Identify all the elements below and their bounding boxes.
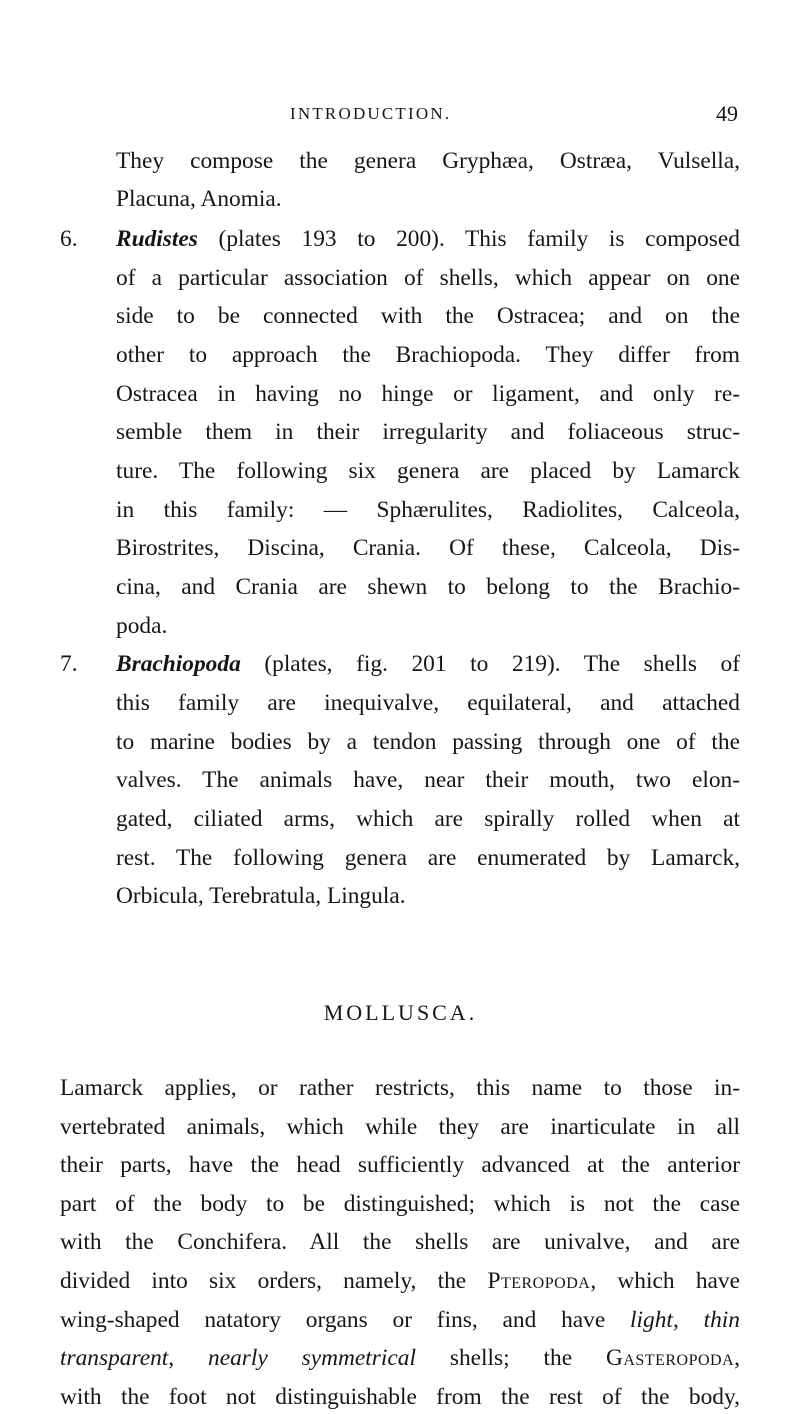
text-line: in this family: — Sphærulites, Radiolites, Calceola,	[116, 497, 740, 523]
emphasis: light	[630, 1307, 673, 1333]
text-line: Placuna, Anomia.	[116, 186, 282, 212]
emphasis: nearly symmetrical	[208, 1345, 416, 1371]
text-line: part of the body to be distinguished; which is not the case	[60, 1191, 740, 1217]
text-line: gated, ciliated arms, which are spirally rolled when at	[116, 806, 740, 832]
text-line: valves. The animals have, near their mouth, two elon-	[116, 767, 740, 793]
text-span: (plates, fig. 201 to 219). The shells of	[264, 651, 740, 677]
running-title: INTRODUCTION.	[290, 104, 452, 123]
text-line: poda.	[116, 613, 168, 639]
text-line: ture. The following six genera are placed by Lamarck	[116, 458, 740, 484]
family-name: Rudistes	[116, 226, 198, 252]
text-line: Ostracea in having no hinge or ligament, and only re-	[116, 381, 740, 407]
family-name: Brachiopoda	[116, 651, 241, 677]
text-line: Orbicula, Terebratula, Lingula.	[116, 883, 406, 909]
text-span: wing-shaped natatory organs or fins, and have	[60, 1307, 606, 1333]
text-line: side to be connected with the Ostracea; and on the	[116, 303, 740, 329]
emphasis: transparent	[60, 1345, 169, 1371]
text-line: of a particular association of shells, which appear on one	[116, 265, 740, 291]
text-span: (plates 193 to 200). This family is composed	[218, 226, 740, 252]
item-number: 6.	[60, 226, 78, 252]
section-heading: MOLLUSCA.	[323, 1000, 478, 1025]
text-line	[116, 653, 740, 676]
text-line: with the Conchifera. All the shells are univalve, and are	[60, 1229, 740, 1255]
item-number: 7.	[60, 651, 78, 677]
text-line: cina, and Crania are shewn to belong to the Brachio-	[116, 574, 740, 600]
text-line: to marine bodies by a tendon passing through one of the	[116, 729, 740, 755]
text-line: other to approach the Brachiopoda. They differ from	[116, 342, 740, 368]
text-line: semble them in their irregularity and foliaceous struc-	[116, 419, 740, 445]
text-line: Birostrites, Discina, Crania. Of these, Calceola, Dis-	[116, 535, 740, 561]
order-name: Pteropoda	[487, 1268, 591, 1294]
text-line	[116, 228, 740, 251]
text-span: shells; the	[449, 1345, 573, 1371]
text-span: ,	[168, 1345, 175, 1371]
text-span: divided into six orders, namely, the	[60, 1268, 467, 1294]
text-line: rest. The following genera are enumerated by Lamarck,	[116, 845, 740, 871]
page-number: 49	[716, 101, 738, 126]
text-line: with the foot not distinguishable from the rest of the body,	[60, 1386, 740, 1410]
text-span: , which have	[590, 1268, 740, 1294]
text-line: They compose the genera Gryphæa, Ostræa, Vulsella,	[116, 148, 740, 174]
running-header	[290, 101, 738, 134]
text-line: their parts, have the head sufficiently advanced at the anterior	[60, 1152, 740, 1178]
text-span: ,	[734, 1345, 740, 1371]
text-line: vertebrated animals, which while they are inarticulate in all	[60, 1114, 740, 1140]
order-name: Gasteropoda	[605, 1345, 735, 1371]
text-span: ,	[672, 1307, 679, 1333]
emphasis: thin	[703, 1307, 740, 1333]
text-line	[60, 1309, 740, 1332]
text-line: Lamarck applies, or rather restricts, this name to those in-	[60, 1075, 740, 1101]
text-line	[60, 1347, 740, 1370]
text-line	[60, 1270, 740, 1293]
text-line: this family are inequivalve, equilateral, and attached	[116, 690, 740, 716]
